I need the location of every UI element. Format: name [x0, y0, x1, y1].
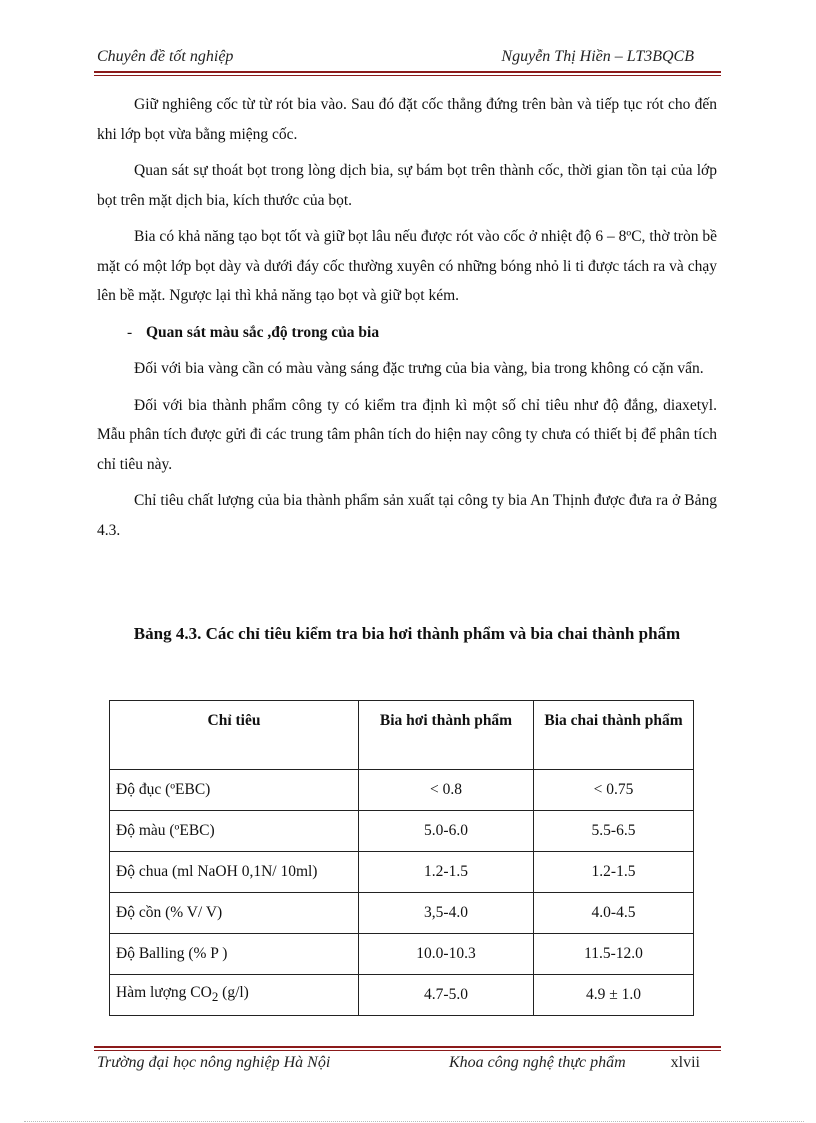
table-cell: 10.0-10.3	[359, 934, 534, 975]
footer-rule	[94, 1046, 721, 1048]
table-row	[110, 934, 694, 975]
page-footer	[97, 1054, 700, 1078]
bullet-text: Quan sát màu sắc ,độ trong của bia	[146, 323, 380, 341]
paragraph: Đối với bia thành phẩm công ty có kiểm tra định kì một số chỉ tiêu như độ đắng, diaxetyl. Mẫu phân tích được gửi đi các trung tâm phân tích do hiện nay công ty chưa có thiết bị để phân tích chỉ tiêu này.	[97, 396, 717, 473]
table-header-row	[110, 701, 694, 770]
co2-unit: (g/l)	[218, 984, 249, 1002]
header-title: Chuyên đề tốt nghiệp	[97, 48, 234, 65]
footer-rule-thin	[94, 1050, 721, 1051]
page-number: xlvii	[670, 1054, 700, 1071]
co2-label: Hàm lượng CO	[116, 984, 212, 1002]
table-cell: Độ chua (ml NaOH 0,1N/ 10ml)	[110, 852, 359, 893]
paragraph: Bia có khả năng tạo bọt tốt và giữ bọt lâu nếu được rót vào cốc ở nhiệt độ 6 – 8ºC, thờ tròn bề mặt có một lớp bọt dày và dưới đáy cốc thường xuyên có những bóng nhỏ li ti được tách ra và chạy lên bề mặt. Ngược lại thì khả năng tạo bọt và giữ bọt kém.	[97, 228, 717, 304]
footer-faculty: Khoa công nghệ thực phẩm	[449, 1054, 626, 1071]
header-rule-thin	[94, 75, 721, 76]
table-cell: Độ cồn (% V/ V)	[110, 893, 359, 934]
table-row	[110, 975, 694, 1016]
paragraph: Quan sát sự thoát bọt trong lòng dịch bia, sự bám bọt trên thành cốc, thời gian tồn tại của lớp bọt trên mặt dịch bia, kích thước của bọt.	[97, 162, 717, 209]
table-header-cell: Bia chai thành phẩm	[534, 701, 694, 770]
table-row	[110, 852, 694, 893]
paragraph: Đối với bia vàng cần có màu vàng sáng đặc trưng của bia vàng, bia trong không có cặn vẩn.	[134, 360, 704, 377]
table-cell: 4.7-5.0	[359, 975, 534, 1016]
table-row	[110, 811, 694, 852]
paragraph: Chỉ tiêu chất lượng của bia thành phẩm sản xuất tại công ty bia An Thịnh được đưa ra ở Bảng 4.3.	[97, 492, 717, 539]
paragraph: Giữ nghiêng cốc từ từ rót bia vào. Sau đó đặt cốc thẳng đứng trên bàn và tiếp tục rót cho đến khi lớp bọt vừa bằng miệng cốc.	[97, 96, 717, 143]
table-cell: < 0.75	[534, 770, 694, 811]
table-cell: 4.0-4.5	[534, 893, 694, 934]
table-cell: 1.2-1.5	[534, 852, 694, 893]
table-header-cell: Bia hơi thành phẩm	[359, 701, 534, 770]
header-rule	[94, 71, 721, 73]
table-cell: 4.9 ± 1.0	[534, 975, 694, 1016]
table-cell: 3,5-4.0	[359, 893, 534, 934]
page-edge	[24, 1121, 804, 1122]
bullet-marker: -	[127, 323, 133, 341]
table-cell: Độ màu (ºEBC)	[110, 811, 359, 852]
body-text	[97, 90, 717, 552]
table-cell: Độ Balling (% P )	[110, 934, 359, 975]
table-cell: Độ đục (ºEBC)	[110, 770, 359, 811]
table-cell: 5.0-6.0	[359, 811, 534, 852]
table-cell: 5.5-6.5	[534, 811, 694, 852]
page-header	[97, 48, 694, 72]
footer-university: Trường đại học nông nghiệp Hà Nội	[97, 1054, 331, 1071]
bullet-heading	[97, 318, 717, 348]
table-cell-co2	[110, 975, 359, 1016]
table-cell: 1.2-1.5	[359, 852, 534, 893]
co2-subscript: 2	[211, 989, 219, 1005]
table-cell: 11.5-12.0	[534, 934, 694, 975]
quality-table	[109, 700, 694, 1016]
table-header-cell: Chỉ tiêu	[110, 701, 359, 770]
table-row	[110, 770, 694, 811]
table-row	[110, 893, 694, 934]
header-author: Nguyễn Thị Hiền – LT3BQCB	[501, 48, 694, 65]
table-title: Bảng 4.3. Các chỉ tiêu kiểm tra bia hơi thành phẩm và bia chai thành phẩm	[133, 624, 681, 643]
table-cell: < 0.8	[359, 770, 534, 811]
